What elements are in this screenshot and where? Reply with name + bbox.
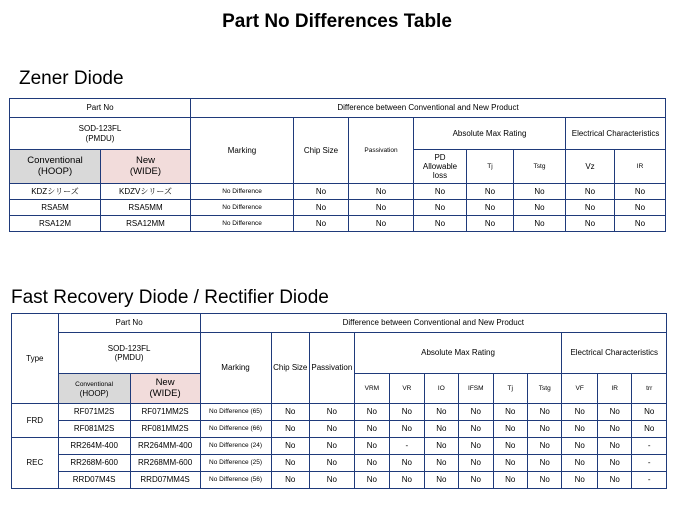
- value-cell: No: [390, 421, 424, 438]
- frd-marking-header: Marking: [200, 333, 271, 404]
- value-cell: No: [424, 421, 458, 438]
- value-cell: No: [562, 421, 597, 438]
- zener-pd-header: [414, 150, 467, 184]
- conventional-part-cell: RSA12M: [10, 216, 101, 232]
- conventional-part-cell: KDZシリーズ: [10, 184, 101, 200]
- new-part-cell: RR264MM-400: [130, 438, 200, 455]
- value-cell: No: [493, 404, 527, 421]
- frd-chip-size-header: Chip Size: [271, 333, 310, 404]
- marking-cell: No Difference (66): [200, 421, 271, 438]
- new-part-cell: RSA5MM: [101, 200, 191, 216]
- frd-param-header: VR: [390, 374, 424, 404]
- value-cell: No: [294, 216, 349, 232]
- frd-param-header: VF: [562, 374, 597, 404]
- value-cell: No: [467, 200, 514, 216]
- value-cell: No: [467, 184, 514, 200]
- value-cell: No: [562, 455, 597, 472]
- table-row: [10, 200, 666, 216]
- value-cell: No: [597, 404, 631, 421]
- value-cell: No: [597, 472, 631, 489]
- zener-part-no-header: Part No: [10, 99, 191, 118]
- value-cell: No: [528, 421, 562, 438]
- frd-param-header: IR: [597, 374, 631, 404]
- frd-passivation-header: Passivation: [310, 333, 355, 404]
- value-cell: No: [615, 184, 666, 200]
- value-cell: No: [528, 455, 562, 472]
- frd-param-header: IFSM: [459, 374, 493, 404]
- new-part-cell: KDZVシリーズ: [101, 184, 191, 200]
- new-part-cell: RSA12MM: [101, 216, 191, 232]
- frd-conventional-header: [58, 374, 130, 404]
- frd-param-header: VRM: [354, 374, 389, 404]
- marking-cell: No Difference (24): [200, 438, 271, 455]
- frd-param-header: IO: [424, 374, 458, 404]
- frd-heading: Fast Recovery Diode / Rectifier Diode: [11, 287, 329, 308]
- value-cell: -: [632, 472, 667, 489]
- value-cell: No: [597, 438, 631, 455]
- value-cell: No: [414, 216, 467, 232]
- value-cell: No: [390, 455, 424, 472]
- table-row: [12, 438, 667, 455]
- value-cell: No: [424, 404, 458, 421]
- zener-table: [9, 98, 666, 232]
- conventional-part-cell: RF071M2S: [58, 404, 130, 421]
- value-cell: No: [414, 184, 467, 200]
- zener-tj-header: Tj: [467, 150, 514, 184]
- value-cell: No: [310, 404, 355, 421]
- value-cell: No: [459, 455, 493, 472]
- frd-param-header: Tstg: [528, 374, 562, 404]
- type-cell: FRD: [12, 404, 59, 438]
- value-cell: No: [424, 472, 458, 489]
- zener-pd-label-2: Allowable: [422, 161, 458, 171]
- zener-heading: Zener Diode: [19, 68, 124, 89]
- marking-cell: No Difference: [191, 200, 294, 216]
- value-cell: No: [566, 184, 615, 200]
- value-cell: No: [310, 472, 355, 489]
- value-cell: No: [459, 421, 493, 438]
- value-cell: No: [390, 404, 424, 421]
- frd-part-no-header: Part No: [58, 314, 200, 333]
- zener-pd-label-3: loss: [432, 171, 448, 181]
- value-cell: No: [349, 216, 414, 232]
- value-cell: No: [349, 200, 414, 216]
- frd-param-header: trr: [632, 374, 667, 404]
- new-part-cell: RRD07MM4S: [130, 472, 200, 489]
- frd-new-header: [130, 374, 200, 404]
- zener-elec-header: Electrical Characteristics: [566, 118, 666, 150]
- zener-ir-header: IR: [615, 150, 666, 184]
- value-cell: No: [354, 438, 389, 455]
- zener-conventional-label: Conventional: [27, 154, 83, 166]
- value-cell: No: [566, 216, 615, 232]
- frd-param-header: Tj: [493, 374, 527, 404]
- value-cell: No: [354, 455, 389, 472]
- frd-conventional-sub: (HOOP): [79, 388, 109, 398]
- value-cell: No: [294, 200, 349, 216]
- value-cell: -: [632, 455, 667, 472]
- value-cell: No: [390, 472, 424, 489]
- value-cell: No: [615, 216, 666, 232]
- value-cell: No: [354, 404, 389, 421]
- value-cell: No: [597, 455, 631, 472]
- zener-conventional-sub: (HOOP): [37, 165, 73, 177]
- value-cell: No: [271, 455, 310, 472]
- zener-vz-header: Vz: [566, 150, 615, 184]
- table-row: [10, 184, 666, 200]
- zener-marking-header: Marking: [191, 118, 294, 184]
- value-cell: No: [459, 404, 493, 421]
- value-cell: No: [310, 455, 355, 472]
- value-cell: No: [528, 404, 562, 421]
- value-cell: No: [514, 200, 566, 216]
- zener-pd-label: PD: [434, 152, 446, 162]
- conventional-part-cell: RR268M-600: [58, 455, 130, 472]
- marking-cell: No Difference (25): [200, 455, 271, 472]
- frd-package-sub: (PMDU): [114, 353, 144, 362]
- value-cell: No: [271, 472, 310, 489]
- value-cell: No: [514, 216, 566, 232]
- marking-cell: No Difference: [191, 216, 294, 232]
- zener-package-cell: [10, 118, 191, 150]
- new-part-cell: RF081MM2S: [130, 421, 200, 438]
- value-cell: No: [632, 421, 667, 438]
- frd-conventional-label: Conventional: [75, 381, 114, 389]
- value-cell: -: [632, 438, 667, 455]
- zener-package: SOD-123FL: [78, 124, 122, 134]
- page-title: Part No Differences Table: [222, 11, 452, 32]
- value-cell: No: [459, 438, 493, 455]
- value-cell: No: [467, 216, 514, 232]
- value-cell: No: [615, 200, 666, 216]
- conventional-part-cell: RRD07M4S: [58, 472, 130, 489]
- value-cell: No: [562, 438, 597, 455]
- frd-table: [11, 313, 667, 489]
- zener-new-label: New: [135, 154, 155, 166]
- zener-passivation-header: Passivation: [349, 118, 414, 184]
- value-cell: No: [493, 438, 527, 455]
- table-row: [12, 472, 667, 489]
- value-cell: No: [562, 404, 597, 421]
- value-cell: No: [354, 472, 389, 489]
- value-cell: No: [493, 455, 527, 472]
- conventional-part-cell: RF081M2S: [58, 421, 130, 438]
- frd-new-sub: (WIDE): [149, 387, 181, 399]
- value-cell: No: [493, 472, 527, 489]
- value-cell: -: [390, 438, 424, 455]
- conventional-part-cell: RR264M-400: [58, 438, 130, 455]
- new-part-cell: RF071MM2S: [130, 404, 200, 421]
- value-cell: No: [271, 438, 310, 455]
- zener-chip-size-header: Chip Size: [294, 118, 349, 184]
- frd-difference-header: Difference between Conventional and New Product: [200, 314, 666, 333]
- value-cell: No: [566, 200, 615, 216]
- zener-tstg-header: Tstg: [514, 150, 566, 184]
- zener-new-sub: (WIDE): [129, 165, 162, 177]
- type-cell: REC: [12, 438, 59, 489]
- value-cell: No: [424, 438, 458, 455]
- frd-abs-max-header: Absolute Max Rating: [354, 333, 562, 374]
- value-cell: No: [354, 421, 389, 438]
- marking-cell: No Difference (65): [200, 404, 271, 421]
- value-cell: No: [562, 472, 597, 489]
- table-row: [12, 421, 667, 438]
- value-cell: No: [459, 472, 493, 489]
- table-row: [10, 216, 666, 232]
- value-cell: No: [528, 472, 562, 489]
- value-cell: No: [349, 184, 414, 200]
- value-cell: No: [310, 438, 355, 455]
- value-cell: No: [424, 455, 458, 472]
- value-cell: No: [294, 184, 349, 200]
- frd-package-cell: [58, 333, 200, 374]
- value-cell: No: [271, 421, 310, 438]
- value-cell: No: [414, 200, 467, 216]
- table-row: [12, 404, 667, 421]
- frd-package: SOD-123FL: [107, 343, 151, 353]
- zener-conventional-header: [10, 150, 101, 184]
- zener-abs-max-header: Absolute Max Rating: [414, 118, 566, 150]
- value-cell: No: [310, 421, 355, 438]
- marking-cell: No Difference (56): [200, 472, 271, 489]
- zener-new-header: [101, 150, 191, 184]
- table-row: [12, 455, 667, 472]
- conventional-part-cell: RSA5M: [10, 200, 101, 216]
- value-cell: No: [514, 184, 566, 200]
- frd-elec-header: Electrical Characteristics: [562, 333, 667, 374]
- value-cell: No: [528, 438, 562, 455]
- value-cell: No: [597, 421, 631, 438]
- marking-cell: No Difference: [191, 184, 294, 200]
- value-cell: No: [493, 421, 527, 438]
- zener-difference-header: Difference between Conventional and New Product: [191, 99, 666, 118]
- zener-package-sub: (PMDU): [85, 133, 115, 143]
- frd-type-header: Type: [12, 314, 59, 404]
- value-cell: No: [271, 404, 310, 421]
- new-part-cell: RR268MM-600: [130, 455, 200, 472]
- value-cell: No: [632, 404, 667, 421]
- frd-new-label: New: [155, 376, 175, 388]
